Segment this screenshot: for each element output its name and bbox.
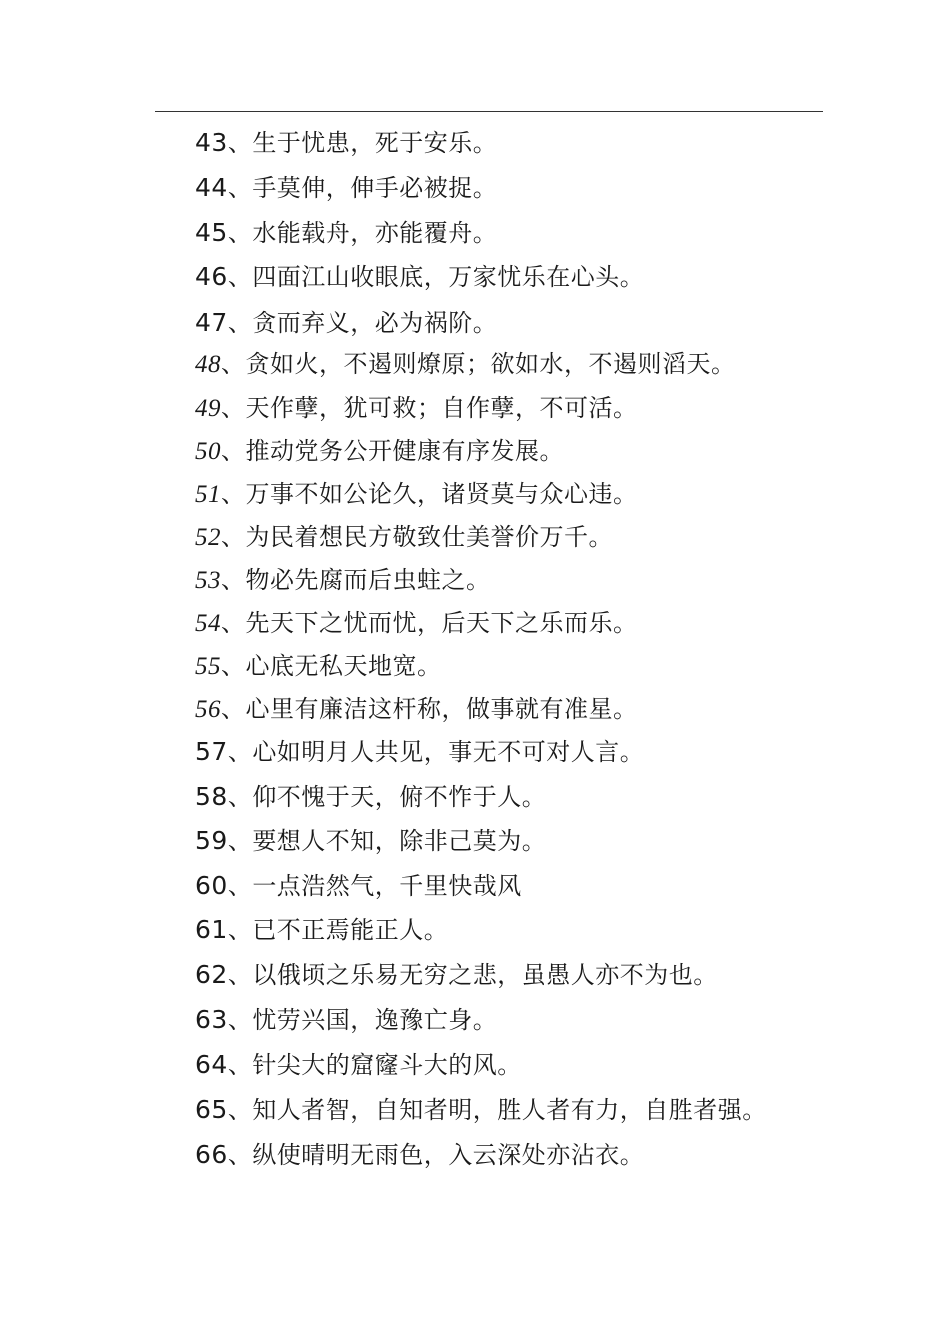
item-number: 50: [195, 438, 221, 465]
item-separator: 、: [221, 523, 246, 551]
item-text: 万事不如公论久，诸贤莫与众心违。: [245, 480, 638, 508]
item-separator: 、: [227, 872, 253, 900]
list-item: [195, 262, 644, 292]
item-separator: 、: [227, 1141, 253, 1169]
item-text: 推动党务公开健康有序发展。: [245, 437, 564, 465]
list-item: [195, 128, 497, 158]
item-number: 57: [195, 737, 228, 766]
item-separator: 、: [221, 652, 246, 680]
item-separator: 、: [227, 1096, 253, 1124]
top-rule: [155, 111, 823, 112]
item-text: 心如明月人共见，事无不可对人言。: [252, 738, 645, 766]
item-number: 46: [195, 262, 228, 291]
item-separator: 、: [227, 309, 253, 337]
list-item: [195, 1095, 767, 1125]
item-text: 以俄顷之乐易无穷之悲，虽愚人亦不为也。: [252, 961, 718, 989]
list-item: [195, 393, 638, 424]
list-item: [195, 871, 522, 901]
item-number: 65: [195, 1095, 228, 1124]
item-text: 一点浩然气，千里快哉风: [252, 872, 522, 900]
item-number: 47: [195, 308, 228, 337]
item-text: 忧劳兴国，逸豫亡身。: [252, 1006, 498, 1034]
list-item: [195, 218, 497, 248]
list-item: [195, 608, 638, 639]
list-item: [195, 479, 638, 510]
item-number: 53: [195, 567, 221, 594]
item-text: 心里有廉洁这杆称，做事就有准星。: [245, 695, 638, 723]
item-text: 生于忧患，死于安乐。: [252, 129, 498, 157]
item-text: 仰不愧于天，俯不怍于人。: [252, 783, 547, 811]
item-number: 44: [195, 173, 228, 202]
item-number: 51: [195, 481, 221, 508]
list-item: [195, 349, 736, 380]
item-text: 纵使晴明无雨色，入云深处亦沾衣。: [252, 1141, 645, 1169]
item-number: 59: [195, 826, 228, 855]
list-item: [195, 826, 546, 856]
item-number: 45: [195, 218, 228, 247]
item-separator: 、: [227, 1051, 253, 1079]
list-item: [195, 436, 564, 467]
item-number: 62: [195, 960, 228, 989]
item-text: 手莫伸，伸手必被捉。: [252, 174, 498, 202]
list-item: [195, 308, 497, 338]
item-text: 水能载舟，亦能覆舟。: [252, 219, 498, 247]
item-separator: 、: [221, 609, 246, 637]
item-text: 要想人不知，除非己莫为。: [252, 827, 547, 855]
item-text: 知人者智，自知者明，胜人者有力，自胜者强。: [252, 1096, 767, 1124]
item-number: 60: [195, 871, 228, 900]
list-item: [195, 1140, 644, 1170]
item-separator: 、: [227, 219, 253, 247]
list-item: [195, 737, 644, 767]
item-number: 56: [195, 696, 221, 723]
item-separator: 、: [227, 738, 253, 766]
item-number: 66: [195, 1140, 228, 1169]
item-separator: 、: [227, 783, 253, 811]
item-separator: 、: [227, 961, 253, 989]
item-separator: 、: [227, 1006, 253, 1034]
item-text: 物必先腐而后虫蛀之。: [245, 566, 491, 594]
list-item: [195, 565, 491, 596]
item-text: 贪如火，不遏则燎原；欲如水，不遏则滔天。: [245, 350, 736, 378]
list-item: [195, 782, 546, 812]
item-separator: 、: [221, 695, 246, 723]
item-separator: 、: [221, 480, 246, 508]
item-separator: 、: [227, 916, 253, 944]
item-number: 49: [195, 395, 221, 422]
item-text: 天作孽，犹可救；自作孽，不可活。: [245, 394, 638, 422]
item-number: 52: [195, 524, 221, 551]
item-number: 48: [195, 351, 221, 378]
item-separator: 、: [221, 394, 246, 422]
item-number: 58: [195, 782, 228, 811]
item-separator: 、: [221, 350, 246, 378]
list-item: [195, 522, 613, 553]
list-item: [195, 694, 638, 725]
item-text: 四面江山收眼底，万家忧乐在心头。: [252, 263, 645, 291]
item-text: 针尖大的窟窿斗大的风。: [252, 1051, 522, 1079]
item-number: 61: [195, 915, 228, 944]
item-text: 已不正焉能正人。: [252, 916, 449, 944]
item-number: 55: [195, 653, 221, 680]
item-text: 为民着想民方敬致仕美誉价万千。: [245, 523, 613, 551]
list-item: [195, 1050, 522, 1080]
item-separator: 、: [227, 129, 253, 157]
list-item: [195, 915, 448, 945]
item-text: 先天下之忧而忧，后天下之乐而乐。: [245, 609, 638, 637]
item-separator: 、: [227, 263, 253, 291]
item-separator: 、: [227, 827, 253, 855]
item-separator: 、: [221, 566, 246, 594]
item-separator: 、: [227, 174, 253, 202]
list-item: [195, 1005, 497, 1035]
item-number: 43: [195, 128, 228, 157]
list-item: [195, 651, 442, 682]
list-item: [195, 960, 718, 990]
item-number: 63: [195, 1005, 228, 1034]
item-text: 贪而弃义，必为祸阶。: [252, 309, 498, 337]
item-number: 54: [195, 610, 221, 637]
item-text: 心底无私天地宽。: [245, 652, 442, 680]
list-item: [195, 173, 497, 203]
item-number: 64: [195, 1050, 228, 1079]
item-separator: 、: [221, 437, 246, 465]
